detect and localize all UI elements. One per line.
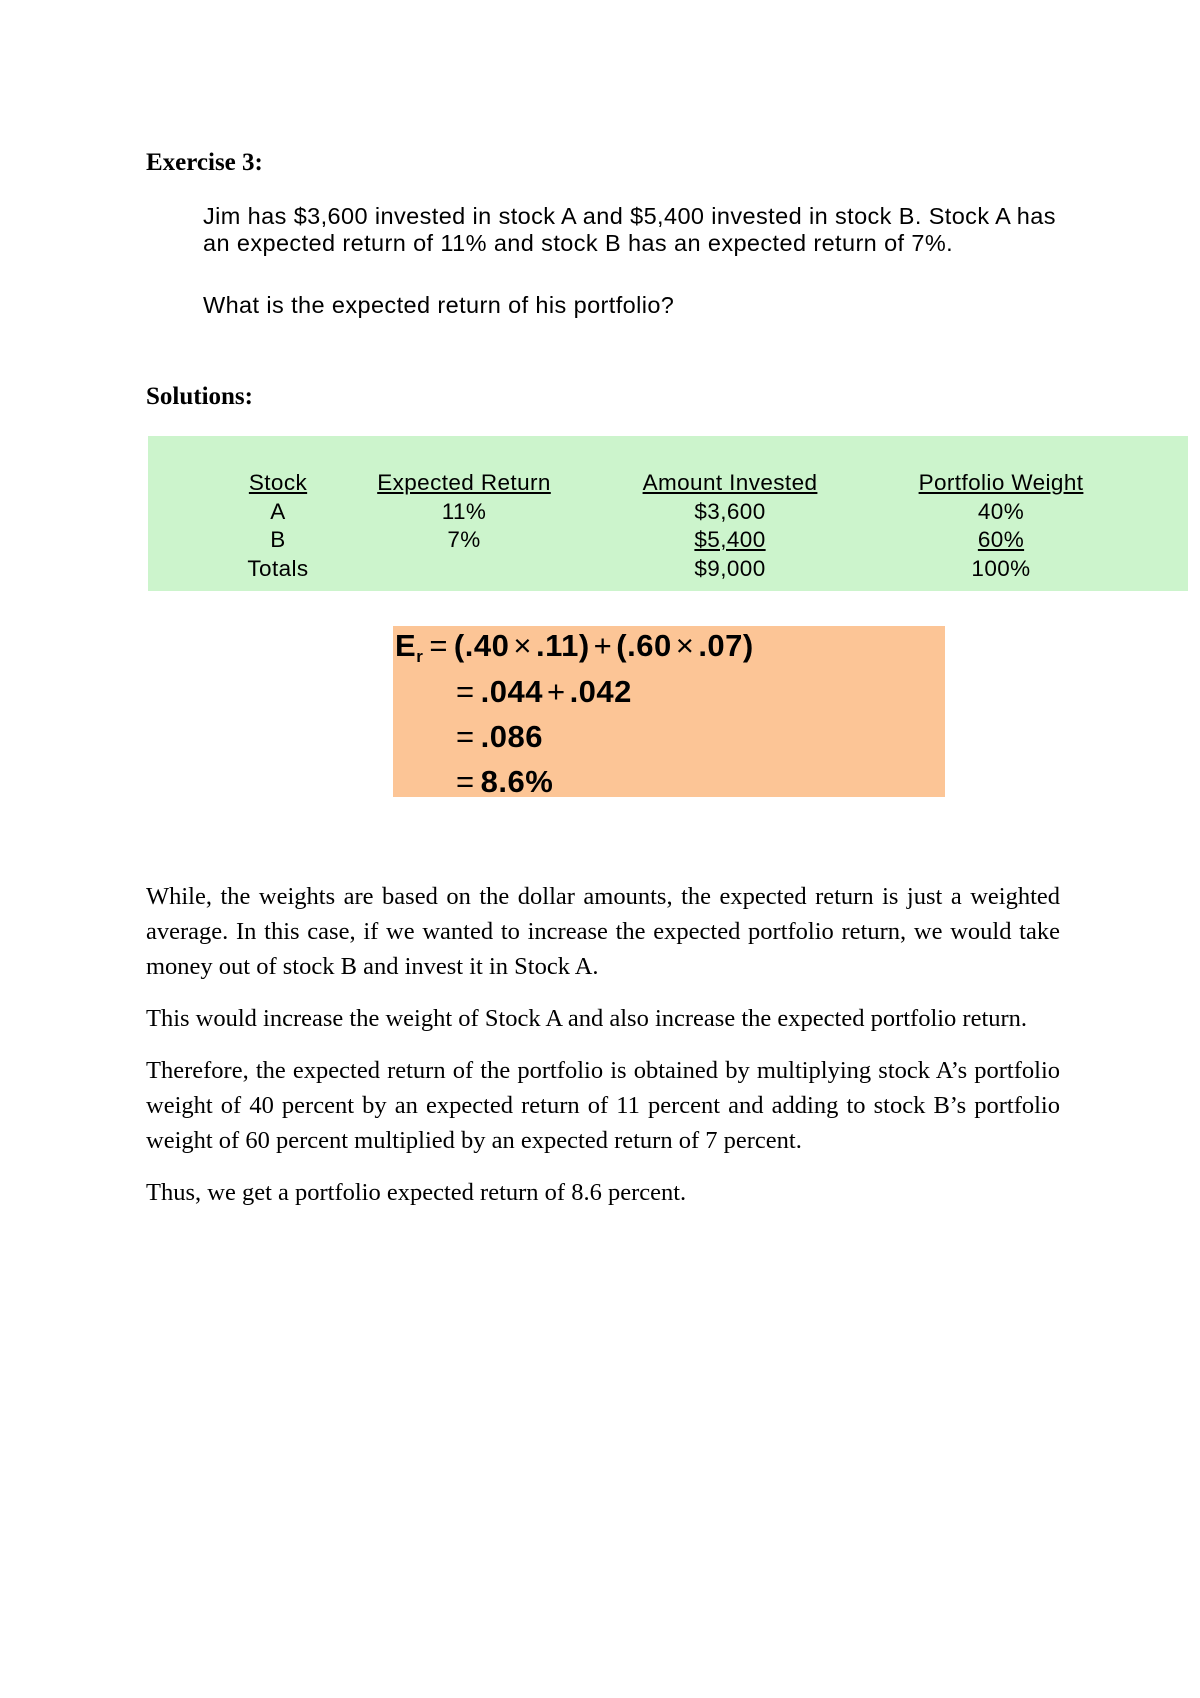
explanation-text: [146, 879, 1060, 1227]
problem-statement-block: [203, 203, 1063, 319]
cell-portfolio-weight: 100%: [971, 555, 1031, 581]
table-row: [222, 498, 1136, 527]
formula-lhs: E: [395, 628, 417, 663]
cell-totals-label: Totals: [247, 555, 309, 581]
formula-term: .07): [698, 628, 754, 663]
formula-term: .11): [535, 628, 590, 663]
problem-question: What is the expected return of his portfolio?: [203, 292, 675, 318]
cell-amount-invested: $5,400: [694, 527, 766, 553]
solution-table-panel: [148, 436, 1188, 591]
paragraph: Thus, we get a portfolio expected return of 8.6 percent.: [146, 1179, 687, 1206]
formula-line-3: [450, 719, 543, 755]
plus-sign: +: [593, 628, 613, 663]
formula-line-4: [450, 764, 553, 800]
plus-sign: +: [546, 674, 566, 709]
cell-portfolio-weight: 60%: [977, 527, 1025, 553]
formula-panel: [393, 626, 945, 797]
header-expected-return: Expected Return: [377, 470, 551, 496]
cell-expected-return: [334, 555, 594, 584]
times-sign: ×: [513, 628, 532, 663]
equals-sign: =: [456, 719, 475, 754]
equals-sign: =: [456, 674, 475, 709]
cell-stock: A: [270, 498, 286, 524]
cell-portfolio-weight: 40%: [977, 498, 1025, 524]
header-stock: Stock: [248, 470, 308, 496]
table-row: [222, 526, 1136, 555]
formula-line-1: [395, 628, 754, 675]
formula-lhs-subscript: r: [416, 647, 424, 666]
exercise-heading: Exercise 3:: [146, 149, 263, 176]
times-sign: ×: [675, 628, 695, 663]
table-header-row: [222, 469, 1136, 498]
header-portfolio-weight: Portfolio Weight: [918, 470, 1084, 496]
formula-term: .042: [569, 674, 632, 709]
cell-stock: B: [270, 527, 286, 553]
equals-sign: =: [429, 628, 448, 663]
cell-expected-return: 11%: [441, 498, 487, 524]
formula-term: (.40: [453, 628, 510, 663]
problem-statement: Jim has $3,600 invested in stock A and $5,400 invested in stock B. Stock A has an expected return of 11% and stock B has an expected return of 7%.: [203, 203, 1056, 256]
formula-result: 8.6%: [480, 764, 554, 799]
header-amount-invested: Amount Invested: [642, 470, 818, 496]
table-totals-row: [222, 555, 1136, 584]
formula-term: .044: [480, 674, 543, 709]
formula-term: (.60: [616, 628, 672, 663]
paragraph: While, the weights are based on the dollar amounts, the expected return is just a weighted average. In this case, if we wanted to increase the expected portfolio return, we would take money out of stock B and invest it in Stock A.: [146, 883, 1060, 980]
solutions-heading: Solutions:: [146, 383, 253, 410]
cell-amount-invested: $9,000: [694, 555, 766, 581]
paragraph: This would increase the weight of Stock A and also increase the expected portfolio return.: [146, 1005, 1028, 1032]
cell-amount-invested: $3,600: [694, 498, 766, 524]
formula-line-2: [450, 674, 632, 710]
paragraph: Therefore, the expected return of the portfolio is obtained by multiplying stock A’s portfolio weight of 40 percent by an expected return of 11 percent and adding to stock B’s portfolio weight of 60 percent multiplied by an expected return of 7 percent.: [146, 1057, 1060, 1154]
cell-expected-return: 7%: [447, 527, 481, 553]
solution-table: [222, 469, 1136, 583]
equals-sign: =: [456, 764, 475, 799]
formula-term: .086: [480, 719, 543, 754]
